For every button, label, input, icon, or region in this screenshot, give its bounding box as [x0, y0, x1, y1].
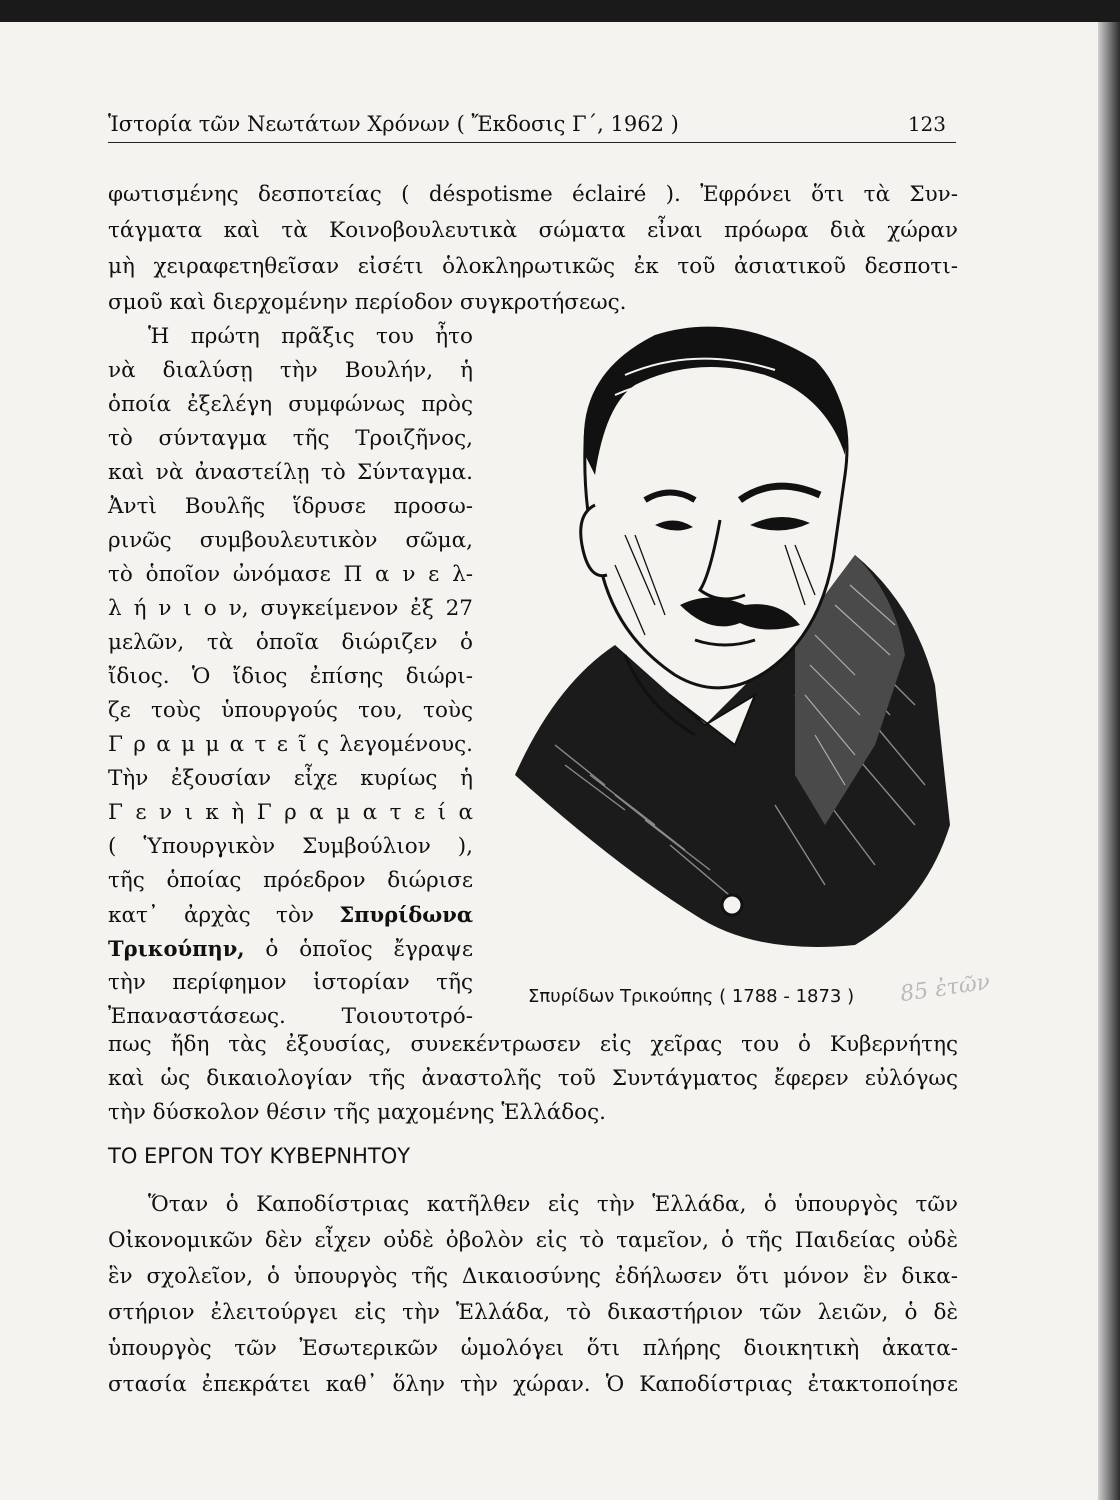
body-line: πως ἤδη τὰς ἐξουσίας, συνεκέντρωσεν εἰς χεῖρας του ὁ Κυβερνήτης — [108, 1032, 958, 1057]
column-line: τὸ ὁποῖον ὠνόμασε Π α ν ε λ- — [108, 562, 473, 587]
section-line: Ὅταν ὁ Καποδίστριας κατῆλθεν εἰς τὴν Ἑλλάδα, ὁ ὑπουργὸς τῶν — [148, 1192, 958, 1217]
bold-name-spyridona: Σπυρίδωνα — [339, 902, 473, 927]
bold-name-trikoupin: Τρικούπην, — [108, 936, 245, 961]
column-line: νὰ διαλύσῃ τὴν Βουλήν, ἡ — [108, 358, 473, 383]
section-line: ὑπουργὸς τῶν Ἐσωτερικῶν ὡμολόγει ὅτι πλήρης διοικητικὴ ἀκατα- — [108, 1336, 958, 1361]
section-line: στασία ἐπεκράτει καθ᾿ ὅλην τὴν χώραν. Ὁ Καποδίστριας ἐτακτοποίησε — [108, 1372, 958, 1397]
column-line: Τὴν ἐξουσίαν εἶχε κυρίως ἡ — [108, 766, 473, 791]
portrait-engraving — [495, 305, 965, 955]
column-line: ὁποία ἐξελέγη συμφώνως πρὸς — [108, 392, 473, 417]
column-line: Ἐπαναστάσεως. Τοιουτοτρό- — [108, 1004, 473, 1029]
page-number: 123 — [907, 112, 946, 136]
column-line: τῆς ὁποίας πρόεδρον διώρισε — [108, 868, 473, 893]
intro-line: φωτισμένης δεσποτείας ( déspotisme éclairé ). Ἐφρόνει ὅτι τὰ Συν- — [108, 182, 958, 207]
section-heading: ΤΟ ΕΡΓΟΝ ΤΟΥ ΚΥΒΕΡΝΗΤΟΥ — [108, 1144, 411, 1168]
column-line: Ἡ πρώτη πρᾶξις του ἦτο — [148, 324, 473, 349]
column-line-text: ὁ ὁποῖος ἔγραψε — [265, 937, 473, 962]
section-line: Οἰκονομικῶν δὲν εἶχεν οὐδὲ ὀβολὸν εἰς τὸ ταμεῖον, ὁ τῆς Παιδείας οὐδὲ — [108, 1228, 958, 1253]
column-line — [108, 900, 473, 931]
running-head — [108, 92, 956, 143]
intro-line: μὴ χειραφετηθεῖσαν εἰσέτι ὁλοκληρωτικῶς ἐκ τοῦ ἀσιατικοῦ δεσποτι- — [108, 254, 958, 279]
intro-line: τάγματα καὶ τὰ Κοινοβουλευτικὰ σώματα εἶναι πρόωρα διὰ χώραν — [108, 218, 958, 243]
column-line: ( Ὑπουργικὸν Συμβούλιον ), — [108, 834, 473, 859]
column-line: ἴδιος. Ὁ ἴδιος ἐπίσης διώρι- — [108, 664, 473, 689]
column-line: ρινῶς συμβουλευτικὸν σῶμα, — [108, 528, 473, 553]
column-line — [108, 934, 473, 965]
column-line: Γ ρ α μ μ α τ ε ῖ ς λεγομένους. — [108, 732, 473, 757]
body-line: καὶ ὡς δικαιολογίαν τῆς ἀναστολῆς τοῦ Συντάγματος ἔφερεν εὐλόγως — [108, 1066, 958, 1091]
section-line: στήριον ἐλειτούργει εἰς τὴν Ἑλλάδα, τὸ δικαστήριον τῶν λειῶν, ὁ δὲ — [108, 1300, 958, 1325]
intro-line: σμοῦ καὶ διερχομένην περίοδον συγκροτήσεως. — [108, 290, 627, 315]
handwritten-pencil-note: 85 ἐτῶν — [898, 969, 992, 1008]
column-line: καὶ νὰ ἀναστείλῃ τὸ Σύνταγμα. — [108, 460, 473, 485]
body-line: τὴν δύσκολον θέσιν τῆς μαχομένης Ἑλλάδος. — [108, 1100, 606, 1125]
running-title: Ἱστορία τῶν Νεωτάτων Χρόνων ( Ἔκδοσις Γ΄, 1962 ) — [108, 112, 679, 136]
column-line: Γ ε ν ι κ ὴ Γ ρ α μ α τ ε ί α — [108, 800, 473, 825]
section-line: ἓν σχολεῖον, ὁ ὑπουργὸς τῆς Δικαιοσύνης ἐδήλωσεν ὅτι μόνον ἓν δικα- — [108, 1264, 958, 1289]
column-line: μελῶν, τὰ ὁποῖα διώριζεν ὁ — [108, 630, 473, 655]
column-line: λ ή ν ι ο ν, συγκείμενον ἐξ 27 — [108, 596, 473, 621]
column-line: Ἀντὶ Βουλῆς ἵδρυσε προσω- — [108, 494, 473, 519]
column-line: ζε τοὺς ὑπουργούς του, τοὺς — [108, 698, 473, 723]
column-line: τὸ σύνταγμα τῆς Τροιζῆνος, — [108, 426, 473, 451]
column-line: τὴν περίφημον ἱστορίαν τῆς — [108, 970, 473, 995]
portrait-caption: Σπυρίδων Τρικούπης ( 1788 - 1873 ) — [528, 986, 855, 1007]
page-edge-shadow — [1098, 22, 1120, 1500]
column-line-text: κατ᾿ ἀρχὰς τὸν — [108, 903, 314, 928]
